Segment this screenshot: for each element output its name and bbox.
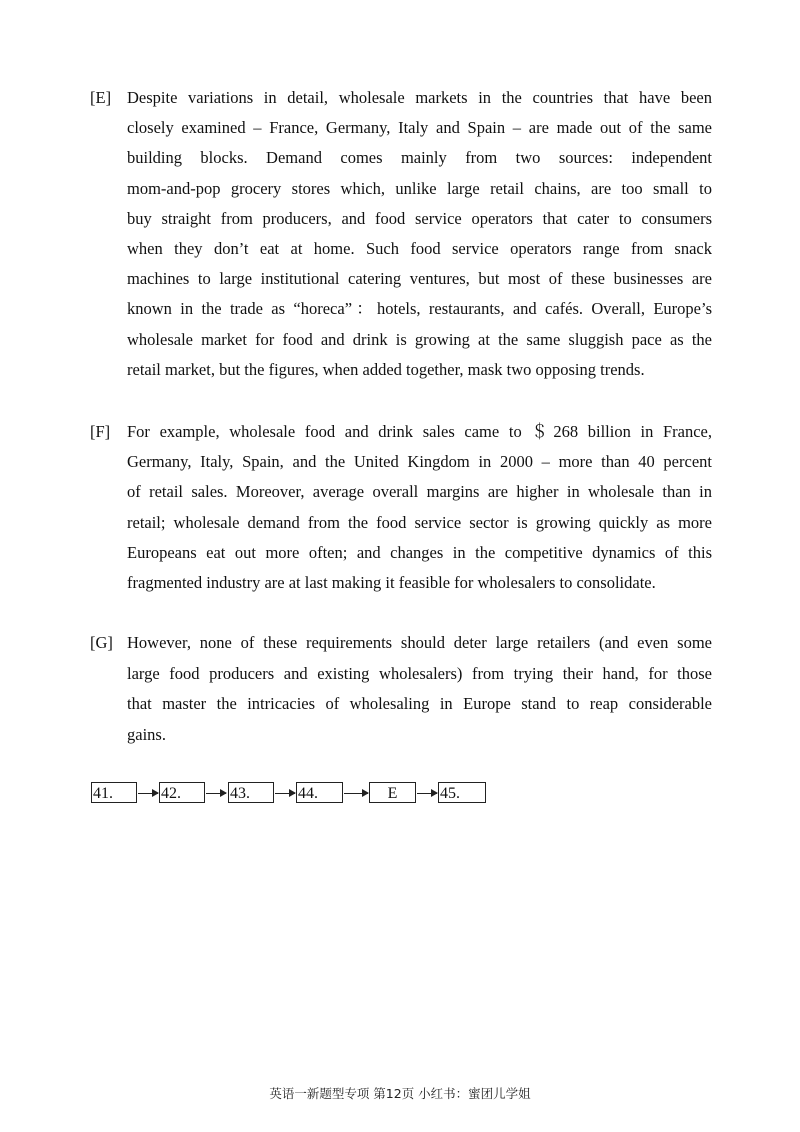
- answer-box-45[interactable]: 45.: [438, 782, 486, 803]
- text-line: Despite variations in detail, wholesale markets in the countries that have been: [127, 88, 712, 107]
- arrow-right-icon: [344, 793, 368, 794]
- paragraph-label: [G]: [90, 633, 113, 652]
- text-line: retail market, but the figures, when added together, mask two opposing trends.: [127, 359, 645, 379]
- text-line: Germany, Italy, Spain, and the United Kingdom in 2000 – more than 40 percent: [127, 452, 712, 472]
- text-line: closely examined – France, Germany, Italy and Spain – are made out of the same: [127, 118, 712, 138]
- text-line: when they don’t eat at home. Such food service operators range from snack: [127, 239, 712, 259]
- answer-sequence: [91, 782, 491, 806]
- paragraph-label: [F]: [90, 422, 111, 441]
- paragraph-label: [E]: [90, 88, 112, 107]
- arrow-right-icon: [417, 793, 437, 794]
- paragraph-e: [90, 83, 712, 385]
- arrow-right-icon: [206, 793, 226, 794]
- text-line: retail; wholesale demand from the food service sector is growing quickly as more: [127, 512, 712, 532]
- answer-box-e: E: [369, 782, 416, 803]
- paragraph-body: [127, 628, 712, 750]
- text-line: Europeans eat out more often; and changes in the competitive dynamics of this: [127, 542, 712, 562]
- paragraph-g: [90, 628, 712, 750]
- paragraph-body: [127, 83, 712, 385]
- text-line: wholesale market for food and drink is growing at the same sluggish pace as the: [127, 329, 712, 349]
- text-line: For example, wholesale food and drink sales came to ＄268 billion in France,: [127, 422, 712, 441]
- text-line: building blocks. Demand comes mainly from two sources: independent: [127, 148, 712, 168]
- text-line: buy straight from producers, and food service operators that cater to consumers: [127, 208, 712, 228]
- text-line: large food producers and existing wholesalers) from trying their hand, for those: [127, 663, 712, 683]
- arrow-right-icon: [275, 793, 295, 794]
- answer-box-43[interactable]: 43.: [228, 782, 274, 803]
- arrow-right-icon: [138, 793, 158, 794]
- text-line: of retail sales. Moreover, average overall margins are higher in wholesale than in: [127, 482, 712, 502]
- page-footer: 英语一新题型专项 第12页 小红书：蜜团儿学姐: [269, 1086, 531, 1101]
- paragraph-f: [90, 417, 712, 598]
- text-line: fragmented industry are at last making it feasible for wholesalers to consolidate.: [127, 573, 656, 593]
- text-line: gains.: [127, 724, 166, 744]
- text-line: mom-and-pop grocery stores which, unlike large retail chains, are too small to: [127, 178, 712, 198]
- text-line: known in the trade as “horeca”：hotels, restaurants, and cafés. Overall, Europe’s: [127, 299, 712, 319]
- text-line: that master the intricacies of wholesaling in Europe stand to reap considerable: [127, 694, 712, 713]
- text-line: machines to large institutional catering ventures, but most of these businesses are: [127, 269, 712, 289]
- answer-box-44[interactable]: 44.: [296, 782, 343, 803]
- answer-box-41[interactable]: 41.: [91, 782, 137, 803]
- answer-box-42[interactable]: 42.: [159, 782, 205, 803]
- text-line: However, none of these requirements should deter large retailers (and even some: [127, 633, 712, 652]
- paragraph-body: [127, 417, 712, 598]
